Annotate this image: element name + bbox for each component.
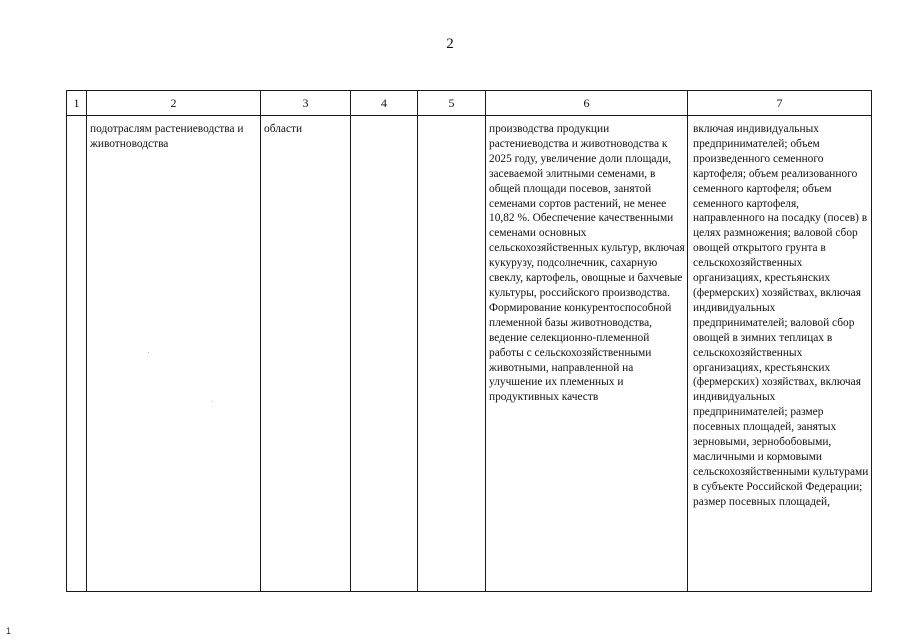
scan-speck: [148, 352, 149, 353]
table-cell-col4: [351, 116, 418, 592]
cell-text-col2: подотраслям растениеводства и животноводства: [90, 123, 244, 150]
cell-text-col7: включая индивидуальных предпринимателей; объем произведенного семенного картофеля; объем реализованного семенного картофеля; объем семенного картофеля, направленного на посадку (посев) в целях размножения; валовой сбор овощей открытого грунта в сельскохозяйственных организациях, крестьянских (фермерских) хозяйствах, включая индивидуальных предпринимателей; валовой сбор овощей в зимних теплицах в сельскохозяйственных организациях, крестьянских (фермерских) хозяйствах, включая индивидуальных предпринимателей; размер посевных площадей, занятых зерновыми, зернобобовыми, масличными и кормовыми сельскохозяйственными культурами в субъекте Российской Федерации; размер посевных площадей,: [693, 123, 869, 508]
table-cell-col6: [486, 116, 688, 592]
table-cell-col2: [87, 116, 261, 592]
cell-text-col4: [351, 116, 417, 122]
column-header-6: 6: [486, 91, 688, 116]
document-table: [66, 90, 872, 592]
table-row: [67, 116, 872, 592]
cell-text-col6: производства продукции растениеводства и животноводства к 2025 году, увеличение доли площади, засеваемой элитными семенами, в общей площади посевов, занятой семенами сортов растений, не менее 10,82 %. Обеспечение качественными семенами основных сельскохозяйственных культур, включая кукурузу, подсолнечник, сахарную свеклу, картофель, овощные и бахчевые культуры, российского производства. Формирование конкурентоспособной племенной базы животноводства, ведение селекционно-племенной работы с сельскохозяйственными животными, направленной на улучшение их племенных и продуктивных качеств: [489, 123, 685, 404]
corner-mark: 1: [6, 626, 12, 636]
cell-text-col3: области: [264, 123, 303, 135]
column-header-3: 3: [261, 91, 351, 116]
page-number: 2: [446, 36, 454, 52]
column-header-4: 4: [351, 91, 418, 116]
column-header-1: 1: [67, 91, 87, 116]
table-header-row: [67, 91, 872, 116]
column-header-2: 2: [87, 91, 261, 116]
table-cell-col7: [688, 116, 872, 592]
column-header-7: 7: [688, 91, 872, 116]
scan-speck: [212, 401, 213, 402]
table-cell-col5: [418, 116, 486, 592]
cell-text-col5: [418, 116, 485, 122]
table-cell-col3: [261, 116, 351, 592]
column-header-5: 5: [418, 91, 486, 116]
table-cell-col1: [67, 116, 87, 592]
cell-text-col1: [67, 116, 86, 122]
